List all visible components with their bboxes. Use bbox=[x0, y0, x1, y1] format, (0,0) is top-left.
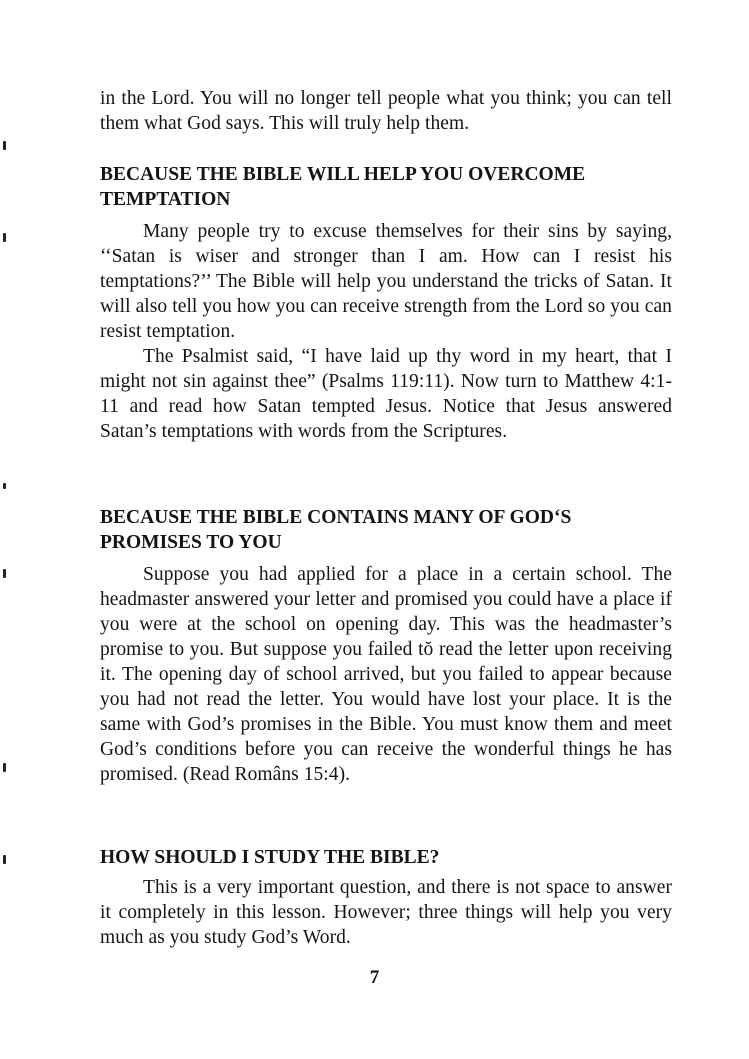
body-paragraph: The Psalmist said, “I have laid up thy word in my heart, that I might not sin against thee” (Psalms 119:11). Now turn to Matthew 4:1-11 and read how Satan tempted Jesus. Notice that Jesus answered Satan’s temptations with words from the Scriptures. bbox=[100, 346, 672, 442]
body-paragraph: Many people try to excuse themselves for their sins by saying, ‘‘Satan is wiser and stronger than I am. How can I resist his temptations?’’ The Bible will help you understand the tricks of Satan. It will also tell you how you can receive strength from the Lord so you can resist temptation. bbox=[100, 221, 672, 342]
section-body-temptation bbox=[100, 219, 672, 444]
body-paragraph: This is a very important question, and there is not space to answer it completely in this lesson. However; three things will help you very much as you study God’s Word. bbox=[100, 877, 672, 948]
scan-mark bbox=[3, 763, 6, 772]
scan-mark bbox=[3, 141, 6, 150]
scan-mark bbox=[3, 233, 6, 242]
page-number: 7 bbox=[369, 967, 380, 988]
body-paragraph: Suppose you had applied for a place in a certain school. The headmaster answered your letter and promised you could have a place if you were at the school on opening day. This was the headmaster’s promise to you. But suppose you failed tŏ read the letter upon receiving it. The opening day of school arrived, but you failed to appear because you had not read the letter. You would have lost your place. It is the same with God’s promises in the Bible. You must know them and meet God’s conditions before you can receive the wonderful things he has promised. (Read Româns 15:4). bbox=[100, 564, 672, 785]
scan-mark bbox=[3, 569, 6, 578]
scan-mark bbox=[3, 855, 6, 864]
intro-paragraph: in the Lord. You will no longer tell people what you think; you can tell them what God says. This will truly help them. bbox=[100, 88, 672, 134]
section-heading-temptation: BECAUSE THE BIBLE WILL HELP YOU OVERCOME TEMPTATION bbox=[100, 164, 586, 210]
scan-mark bbox=[3, 483, 6, 489]
section-body-promises bbox=[100, 562, 672, 787]
section-heading-study: HOW SHOULD I STUDY THE BIBLE? bbox=[100, 847, 440, 868]
intro-text bbox=[100, 86, 672, 136]
section-body-study bbox=[100, 875, 672, 950]
section-heading-promises: BECAUSE THE BIBLE CONTAINS MANY OF GOD‘S PROMISES TO YOU bbox=[100, 507, 572, 553]
